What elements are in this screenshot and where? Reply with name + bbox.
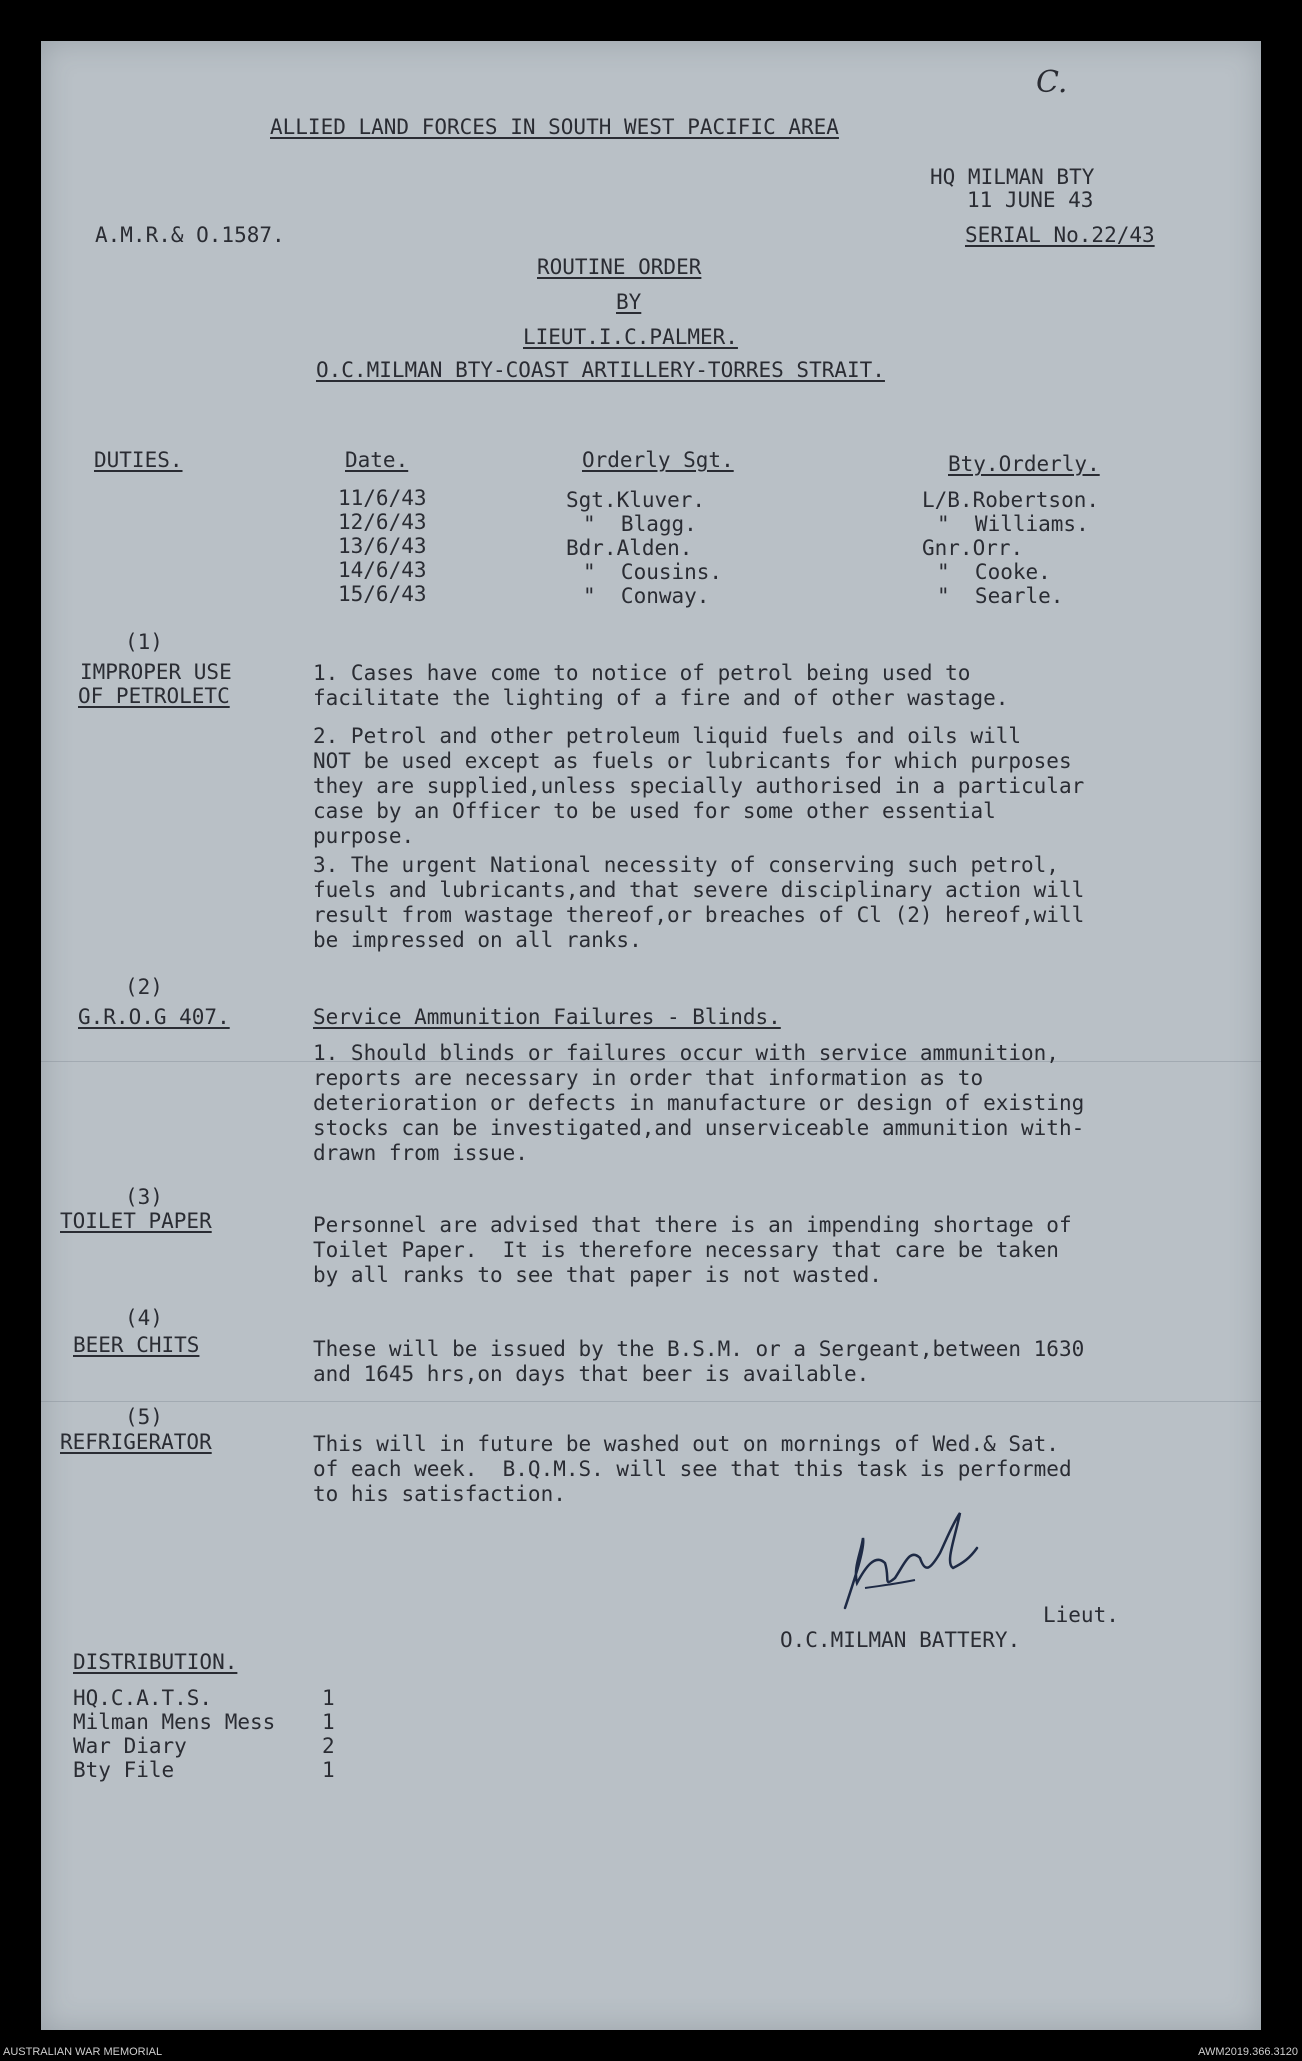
duty-date: 12/6/43 xyxy=(338,510,427,534)
corner-mark: C. xyxy=(1036,65,1068,100)
duty-bty: " Williams. xyxy=(937,512,1089,536)
section-paragraph: 1. Should blinds or failures occur with service ammunition, reports are necessary in order that information as to deterioration or defects in manufacture or design of existing stocks can be investigated,and unserviceable ammunition with- drawn from issue. xyxy=(313,1041,1085,1165)
officer-name: LIEUT.I.C.PALMER. xyxy=(523,325,738,349)
duty-sgt: Bdr.Alden. xyxy=(566,536,693,560)
distribution-qty: 1 xyxy=(322,1758,335,1782)
document-date: 11 JUNE 43 xyxy=(967,188,1094,212)
column-date: Date. xyxy=(345,448,409,472)
section-heading: BEER CHITS xyxy=(73,1333,200,1357)
distribution-qty: 1 xyxy=(322,1710,335,1734)
section-number: (1) xyxy=(125,630,163,654)
fold-line xyxy=(41,1401,1261,1402)
section-number: (3) xyxy=(125,1185,163,1209)
section-paragraph: These will be issued by the B.S.M. or a Sergeant,between 1630 and 1645 hrs,on days that beer is available. xyxy=(313,1337,1085,1386)
hq-name: HQ MILMAN BTY xyxy=(930,165,1095,189)
section-paragraph: Personnel are advised that there is an impending shortage of Toilet Paper. It is therefore necessary that care be taken by all ranks to see that paper is not wasted. xyxy=(313,1213,1072,1287)
duty-bty: " Cooke. xyxy=(937,560,1051,584)
duty-bty: L/B.Robertson. xyxy=(922,488,1100,512)
distribution-label: DISTRIBUTION. xyxy=(73,1650,238,1674)
section-number: (5) xyxy=(125,1405,163,1429)
unit-name: O.C.MILMAN BTY-COAST ARTILLERY-TORRES STRAIT. xyxy=(316,358,885,382)
section-paragraph: 1. Cases have come to notice of petrol being used to facilitate the lighting of a fire and of other wastage. xyxy=(313,661,1009,710)
footer-source: AUSTRALIAN WAR MEMORIAL xyxy=(3,2046,163,2058)
duty-sgt: Sgt.Kluver. xyxy=(566,488,706,512)
section-heading: REFRIGERATOR xyxy=(60,1430,212,1454)
duty-sgt: " Conway. xyxy=(583,584,710,608)
handwritten-signature xyxy=(835,1508,985,1618)
duty-sgt: " Cousins. xyxy=(583,560,723,584)
distribution-name: HQ.C.A.T.S. xyxy=(73,1686,213,1710)
section-subject: Service Ammunition Failures - Blinds. xyxy=(313,1005,781,1029)
duty-sgt: " Blagg. xyxy=(583,512,697,536)
duty-date: 15/6/43 xyxy=(338,582,427,606)
section-paragraph: 3. The urgent National necessity of conserving such petrol, fuels and lubricants,and that severe disciplinary action will result from wastage thereof,or breaches of Cl (2) hereof,will be impressed on all ranks. xyxy=(313,853,1085,952)
section-number: (4) xyxy=(125,1306,163,1330)
duties-label: DUTIES. xyxy=(94,448,183,472)
duty-date: 14/6/43 xyxy=(338,558,427,582)
duty-bty: " Searle. xyxy=(937,584,1064,608)
section-heading: TOILET PAPER xyxy=(60,1209,212,1233)
duty-bty: Gnr.Orr. xyxy=(922,536,1024,560)
order-by: BY xyxy=(616,290,642,314)
section-paragraph: 2. Petrol and other petroleum liquid fuels and oils will NOT be used except as fuels or lubricants for which purposes they are supplied,unless specially authorised in a particular case by an Officer to be used for some other essential purpose. xyxy=(313,724,1085,848)
distribution-name: War Diary xyxy=(73,1734,187,1758)
signature-title: O.C.MILMAN BATTERY. xyxy=(780,1628,1021,1652)
reference-number: A.M.R.& O.1587. xyxy=(95,223,285,247)
distribution-qty: 1 xyxy=(322,1686,335,1710)
section-heading: OF PETROLETC xyxy=(78,684,230,708)
distribution-qty: 2 xyxy=(322,1734,335,1758)
order-title: ROUTINE ORDER xyxy=(537,255,702,279)
section-heading: IMPROPER USE xyxy=(80,660,232,684)
document-title: ALLIED LAND FORCES IN SOUTH WEST PACIFIC AREA xyxy=(270,115,839,139)
column-orderly-sgt: Orderly Sgt. xyxy=(582,448,734,472)
duty-date: 13/6/43 xyxy=(338,534,427,558)
section-heading: G.R.O.G 407. xyxy=(78,1005,230,1029)
column-bty-orderly: Bty.Orderly. xyxy=(948,452,1100,476)
section-number: (2) xyxy=(125,975,163,999)
distribution-name: Bty File xyxy=(73,1758,175,1782)
serial-number: SERIAL No.22/43 xyxy=(965,223,1155,247)
signature-rank: Lieut. xyxy=(1043,1603,1119,1627)
distribution-name: Milman Mens Mess xyxy=(73,1710,276,1734)
footer-accession-number: AWM2019.366.3120 xyxy=(1198,2046,1298,2058)
duty-date: 11/6/43 xyxy=(338,486,427,510)
section-paragraph: This will in future be washed out on mornings of Wed.& Sat. of each week. B.Q.M.S. will see that this task is performed to his satisfaction. xyxy=(313,1432,1072,1506)
